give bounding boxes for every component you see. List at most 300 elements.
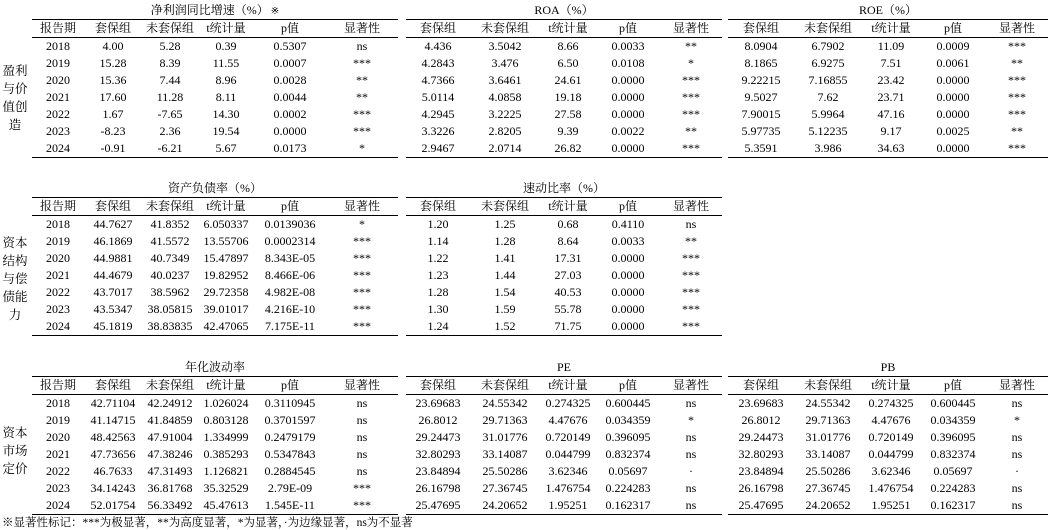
table-cell: 0.0173 [254, 140, 326, 158]
table-cell: 0.396095 [930, 430, 976, 444]
table-cell: 26.16798 [738, 481, 784, 495]
column-header: 显著性 [660, 20, 722, 38]
table-cell: 31.01776 [805, 430, 851, 444]
column-header: 套保组 [84, 20, 142, 38]
table-cell: 0.0000 [936, 107, 970, 121]
table-row [32, 284, 398, 301]
table-cell: ns [660, 497, 722, 515]
table-cell: ** [1011, 56, 1023, 70]
table-cell: 48.42563 [90, 430, 136, 444]
table-cell: *** [1008, 107, 1026, 121]
table-cell: 46.1869 [93, 234, 133, 248]
table-row [32, 318, 398, 336]
table-cell: 8.0904 [744, 39, 778, 53]
table-cell: 8.64 [557, 234, 579, 248]
column-header: 套保组 [406, 20, 470, 38]
table-cell: 1.28 [427, 285, 449, 299]
table-cell: 0.0002 [273, 107, 307, 121]
table-cell: 5.3591 [728, 140, 794, 158]
table-cell: 7.62 [817, 90, 839, 104]
table-cell: 1.24 [406, 318, 470, 336]
column-header: p值 [920, 377, 986, 395]
table-cell: 2021 [46, 90, 70, 104]
table-cell: 2.79E-09 [267, 481, 313, 495]
column-header: 未套保组 [142, 198, 198, 216]
column-header: t统计量 [540, 20, 596, 38]
table-cell: 15.47897 [203, 251, 249, 265]
table-cell: 5.28 [159, 39, 181, 53]
table-cell: 0.3701597 [264, 413, 316, 427]
table-cell: 3.5042 [488, 39, 522, 53]
table-cell: 8.11 [215, 90, 237, 104]
data-table [32, 377, 398, 515]
table-cell: *** [326, 318, 398, 336]
table-cell: *** [353, 124, 371, 138]
section-label: 盈利与价值创造 [2, 64, 28, 132]
table-cell: 42.47065 [198, 318, 254, 336]
table-row [406, 301, 722, 318]
table-row [406, 318, 722, 336]
table-row [406, 106, 722, 123]
table-cell: *** [353, 285, 371, 299]
table-row [406, 267, 722, 284]
table-cell: 0.0000 [611, 251, 645, 265]
table-cell: ns [1011, 447, 1023, 461]
table-cell: * [359, 217, 365, 231]
table-cell: 11.55 [212, 56, 240, 70]
table-cell: 2019 [46, 234, 70, 248]
table-cell: 34.63 [862, 140, 920, 158]
table-row [728, 446, 1048, 463]
table-cell: 0.600445 [930, 396, 976, 410]
table-row [406, 216, 722, 234]
table-row [728, 72, 1048, 89]
table-cell: 0.0000 [611, 90, 645, 104]
stats-table [728, 2, 1048, 158]
table-cell: 3.62346 [871, 464, 911, 478]
table-title [728, 359, 1048, 377]
table-row [32, 429, 398, 446]
table-cell: 11.28 [156, 90, 184, 104]
table-cell: 3.62346 [548, 464, 588, 478]
table-row [406, 463, 722, 480]
table-cell: 0.0000 [920, 140, 986, 158]
table-cell: 27.03 [554, 268, 582, 282]
table-cell: 44.4679 [93, 268, 133, 282]
table-cell: 8.96 [215, 73, 237, 87]
table-cell: *** [353, 481, 371, 495]
table-cell: 71.75 [540, 318, 596, 336]
table-cell: *** [353, 268, 371, 282]
table-cell: 5.0114 [421, 90, 455, 104]
table-title [32, 359, 398, 377]
table-cell: 2022 [46, 107, 70, 121]
table-title [406, 359, 722, 377]
table-cell: ** [685, 39, 697, 53]
stats-table [32, 180, 398, 336]
table-cell: 0.2884545 [264, 464, 316, 478]
table-title-text: 净利润同比增速（%） [150, 3, 269, 17]
table-cell: 1.41 [494, 251, 516, 265]
table-cell: 29.24473 [738, 430, 784, 444]
column-header: 未套保组 [794, 377, 862, 395]
table-cell: 26.82 [540, 140, 596, 158]
column-header: p值 [920, 20, 986, 38]
table-cell: 2.36 [159, 124, 181, 138]
table-cell: 1.126821 [203, 464, 249, 478]
table-cell: 42.24912 [147, 396, 193, 410]
table-cell: 0.0000 [596, 140, 660, 158]
table-row [728, 140, 1048, 158]
table-cell: -0.91 [84, 140, 142, 158]
table-cell: 7.90015 [741, 107, 781, 121]
table-cell: 38.83835 [142, 318, 198, 336]
table-cell: 45.1819 [84, 318, 142, 336]
table-row [32, 140, 398, 158]
column-header: 报告期 [32, 377, 84, 395]
table-row [32, 446, 398, 463]
table-cell: 2023 [46, 124, 70, 138]
table-cell: * [1014, 413, 1020, 427]
table-cell: 0.0000 [936, 90, 970, 104]
column-header: 报告期 [32, 20, 84, 38]
table-cell: 3.2225 [488, 107, 522, 121]
table-cell: ns [356, 447, 368, 461]
column-header: 报告期 [32, 198, 84, 216]
table-title [406, 2, 722, 20]
note-mark: ※ [270, 6, 280, 17]
table-cell: ** [685, 124, 697, 138]
table-cell: 0.044799 [868, 447, 914, 461]
table-title-text: ROE（%） [859, 3, 917, 17]
table-cell: 0.0000 [273, 124, 307, 138]
table-title-text: PE [556, 360, 571, 374]
table-cell: 0.832374 [605, 447, 651, 461]
table-row [728, 395, 1048, 413]
table-cell: 4.47676 [871, 413, 911, 427]
table-row [32, 123, 398, 140]
table-cell: -8.23 [100, 124, 126, 138]
table-title-text: ROA（%） [534, 3, 594, 17]
table-cell: 0.0009 [936, 39, 970, 53]
table-cell: 0.2479179 [264, 430, 316, 444]
table-cell: 0.0025 [936, 124, 970, 138]
table-cell: 4.47676 [548, 413, 588, 427]
table-cell: 2024 [32, 318, 84, 336]
table-cell: 24.20652 [794, 497, 862, 515]
table-cell: 2021 [46, 447, 70, 461]
column-header: p值 [254, 377, 326, 395]
table-row [32, 250, 398, 267]
column-header: p值 [254, 20, 326, 38]
table-cell: 24.61 [554, 73, 582, 87]
table-row [406, 233, 722, 250]
table-cell: 2024 [32, 140, 84, 158]
table-cell: 19.54 [212, 124, 240, 138]
table-cell: 0.05697 [933, 464, 973, 478]
table-cell: 40.53 [554, 285, 582, 299]
table-cell: 36.81768 [147, 481, 193, 495]
table-cell: 1.20 [427, 217, 449, 231]
table-cell: 17.60 [99, 90, 127, 104]
table-cell: 0.034359 [605, 413, 651, 427]
table-cell: 3.986 [794, 140, 862, 158]
table-title [32, 180, 398, 198]
footnote: ※显著性标记：***为极显著，**为高度显著，*为显著，·为边缘显著，ns为不显著 [2, 517, 413, 529]
table-cell: 11.09 [877, 39, 905, 53]
table-row [728, 463, 1048, 480]
table-cell: 47.38246 [147, 447, 193, 461]
table-cell: *** [353, 302, 371, 316]
section-label: 资本结构与偿债能力 [2, 236, 28, 322]
table-cell: 0.68 [557, 217, 579, 231]
table-cell: 0.803128 [203, 413, 249, 427]
column-header: 显著性 [986, 20, 1048, 38]
table-cell: 41.8352 [150, 217, 190, 231]
column-header: 显著性 [660, 198, 722, 216]
table-cell: 2020 [46, 430, 70, 444]
table-cell: 0.5347843 [264, 447, 316, 461]
column-header: 显著性 [326, 377, 398, 395]
table-cell: 3.476 [491, 56, 519, 70]
table-cell: ns [356, 430, 368, 444]
table-cell: 32.80293 [415, 447, 461, 461]
table-cell: 0.600445 [605, 396, 651, 410]
table-cell: 9.5027 [744, 90, 778, 104]
table-cell: 26.8012 [741, 413, 781, 427]
table-cell: 1.476754 [545, 481, 591, 495]
table-cell: 2.8205 [488, 124, 522, 138]
table-cell: 8.466E-06 [264, 268, 316, 282]
data-table [406, 377, 722, 515]
table-cell: 0.0033 [611, 39, 645, 53]
table-row [32, 412, 398, 429]
table-cell: 1.44 [494, 268, 516, 282]
table-cell: 2.0714 [470, 140, 540, 158]
table-cell: 0.274325 [868, 396, 914, 410]
table-cell: 29.24473 [415, 430, 461, 444]
table-cell: 0.224283 [930, 481, 976, 495]
table-row [406, 446, 722, 463]
table-cell: 4.0858 [488, 90, 522, 104]
stats-table [406, 359, 722, 515]
table-cell: 26.16798 [415, 481, 461, 495]
table-cell: 29.72358 [203, 285, 249, 299]
table-cell: ** [356, 90, 368, 104]
table-cell: 0.05697 [608, 464, 648, 478]
table-cell: 0.0044 [273, 90, 307, 104]
table-cell: 0.5307 [273, 39, 307, 53]
column-header: 套保组 [406, 198, 470, 216]
table-row [728, 480, 1048, 497]
table-row [406, 55, 722, 72]
table-cell: 6.9275 [811, 56, 845, 70]
table-cell: 31.01776 [482, 430, 528, 444]
table-cell: *** [682, 251, 700, 265]
table-cell: *** [682, 107, 700, 121]
table-cell: 1.23 [427, 268, 449, 282]
table-cell: 1.026024 [203, 396, 249, 410]
table-row [32, 233, 398, 250]
column-header: 显著性 [986, 377, 1048, 395]
table-cell: ** [685, 234, 697, 248]
table-cell: 0.0000 [596, 318, 660, 336]
table-row [32, 106, 398, 123]
column-header: 未套保组 [470, 198, 540, 216]
table-row [728, 38, 1048, 56]
table-title-text: PB [880, 360, 896, 374]
table-cell: 1.334999 [203, 430, 249, 444]
column-header: p值 [254, 198, 326, 216]
table-cell: 0.224283 [605, 481, 651, 495]
table-cell: 0.044799 [545, 447, 591, 461]
table-cell: 0.0108 [611, 56, 645, 70]
table-cell: 1.25 [494, 217, 516, 231]
table-cell: * [326, 140, 398, 158]
data-table [406, 20, 722, 158]
table-cell: 56.33492 [142, 497, 198, 515]
table-cell: 5.67 [198, 140, 254, 158]
column-header: t统计量 [540, 377, 596, 395]
table-cell: *** [1008, 39, 1026, 53]
table-cell: 6.050337 [203, 217, 249, 231]
table-cell: ns [685, 430, 697, 444]
table-cell: *** [682, 73, 700, 87]
table-cell: -7.65 [157, 107, 183, 121]
data-table [728, 377, 1048, 515]
table-row [32, 55, 398, 72]
table-cell: 0.0028 [273, 73, 307, 87]
table-row [32, 38, 398, 56]
table-cell: *** [353, 251, 371, 265]
column-header: t统计量 [862, 377, 920, 395]
table-row [32, 89, 398, 106]
table-cell: 47.91004 [147, 430, 193, 444]
table-cell: 43.7017 [93, 285, 133, 299]
section-label: 资本市场定价 [2, 426, 28, 476]
table-cell: 23.71 [877, 90, 905, 104]
table-cell: 55.78 [554, 302, 582, 316]
table-cell: 0.720149 [545, 430, 591, 444]
table-cell: *** [986, 140, 1048, 158]
table-row [406, 140, 722, 158]
table-cell: 27.58 [554, 107, 582, 121]
table-cell: 47.73656 [90, 447, 136, 461]
column-header: 套保组 [84, 198, 142, 216]
table-cell: 19.82952 [203, 268, 249, 282]
table-cell: *** [353, 107, 371, 121]
table-cell: ns [1011, 481, 1023, 495]
column-header: 未套保组 [470, 377, 540, 395]
table-cell: 7.44 [159, 73, 181, 87]
table-cell: 0.3110945 [264, 396, 316, 410]
column-header: p值 [596, 198, 660, 216]
column-header: 未套保组 [794, 20, 862, 38]
table-cell: 9.17 [880, 124, 902, 138]
table-cell: 23.84894 [415, 464, 461, 478]
table-cell: 2020 [46, 73, 70, 87]
table-cell: 0.0033 [611, 234, 645, 248]
table-title [406, 180, 722, 198]
table-cell: 25.50286 [482, 464, 528, 478]
table-cell: ns [1011, 396, 1023, 410]
table-cell: 0.832374 [930, 447, 976, 461]
stats-table [406, 2, 722, 158]
table-cell: 4.00 [102, 39, 124, 53]
table-row [406, 480, 722, 497]
table-cell: 8.1865 [744, 56, 778, 70]
table-cell: 5.9964 [811, 107, 845, 121]
table-cell: 40.7349 [150, 251, 190, 265]
table-cell: 8.39 [159, 56, 181, 70]
table-row [728, 55, 1048, 72]
table-cell: 2020 [46, 251, 70, 265]
table-cell: 1.59 [494, 302, 516, 316]
table-cell: 0.396095 [605, 430, 651, 444]
header-row [32, 198, 398, 216]
table-cell: 4.982E-08 [264, 285, 316, 299]
table-cell: 0.0061 [936, 56, 970, 70]
table-cell: 2.9467 [406, 140, 470, 158]
table-row [32, 267, 398, 284]
table-cell: 42.71104 [90, 396, 136, 410]
table-cell: 0.0000 [936, 73, 970, 87]
table-cell: 1.67 [102, 107, 124, 121]
column-header: p值 [596, 20, 660, 38]
table-cell: 39.01017 [203, 302, 249, 316]
table-cell: *** [326, 497, 398, 515]
table-cell: 0.39 [215, 39, 237, 53]
column-header: 未套保组 [142, 20, 198, 38]
column-header: 套保组 [84, 377, 142, 395]
column-header: t统计量 [540, 198, 596, 216]
column-header: 套保组 [406, 377, 470, 395]
table-cell: 7.51 [880, 56, 902, 70]
table-cell: 3.6461 [488, 73, 522, 87]
column-header: t统计量 [198, 20, 254, 38]
table-cell: 4.2945 [421, 107, 455, 121]
stats-table [728, 359, 1048, 515]
table-cell: *** [353, 56, 371, 70]
table-cell: 52.01754 [84, 497, 142, 515]
table-cell: ns [685, 447, 697, 461]
table-cell: 38.05815 [147, 302, 193, 316]
table-cell: ns [356, 413, 368, 427]
table-cell: 7.16855 [808, 73, 848, 87]
table-row [32, 463, 398, 480]
table-cell: 29.71363 [805, 413, 851, 427]
table-cell: 2019 [46, 413, 70, 427]
column-header: t统计量 [198, 198, 254, 216]
table-cell: 0.0022 [611, 124, 645, 138]
table-row [728, 106, 1048, 123]
table-cell: 4.7366 [421, 73, 455, 87]
table-cell: 8.66 [557, 39, 579, 53]
table-cell: 2021 [46, 268, 70, 282]
table-cell: 44.7627 [93, 217, 133, 231]
table-cell: 15.36 [99, 73, 127, 87]
table-cell: *** [1008, 73, 1026, 87]
table-cell: 0.162317 [596, 497, 660, 515]
column-header: 显著性 [660, 377, 722, 395]
table-cell: · [689, 464, 693, 478]
table-cell: 1.28 [494, 234, 516, 248]
header-row [406, 20, 722, 38]
table-cell: 34.14243 [90, 481, 136, 495]
table-row [406, 72, 722, 89]
column-header: 显著性 [326, 20, 398, 38]
column-header: 显著性 [326, 198, 398, 216]
